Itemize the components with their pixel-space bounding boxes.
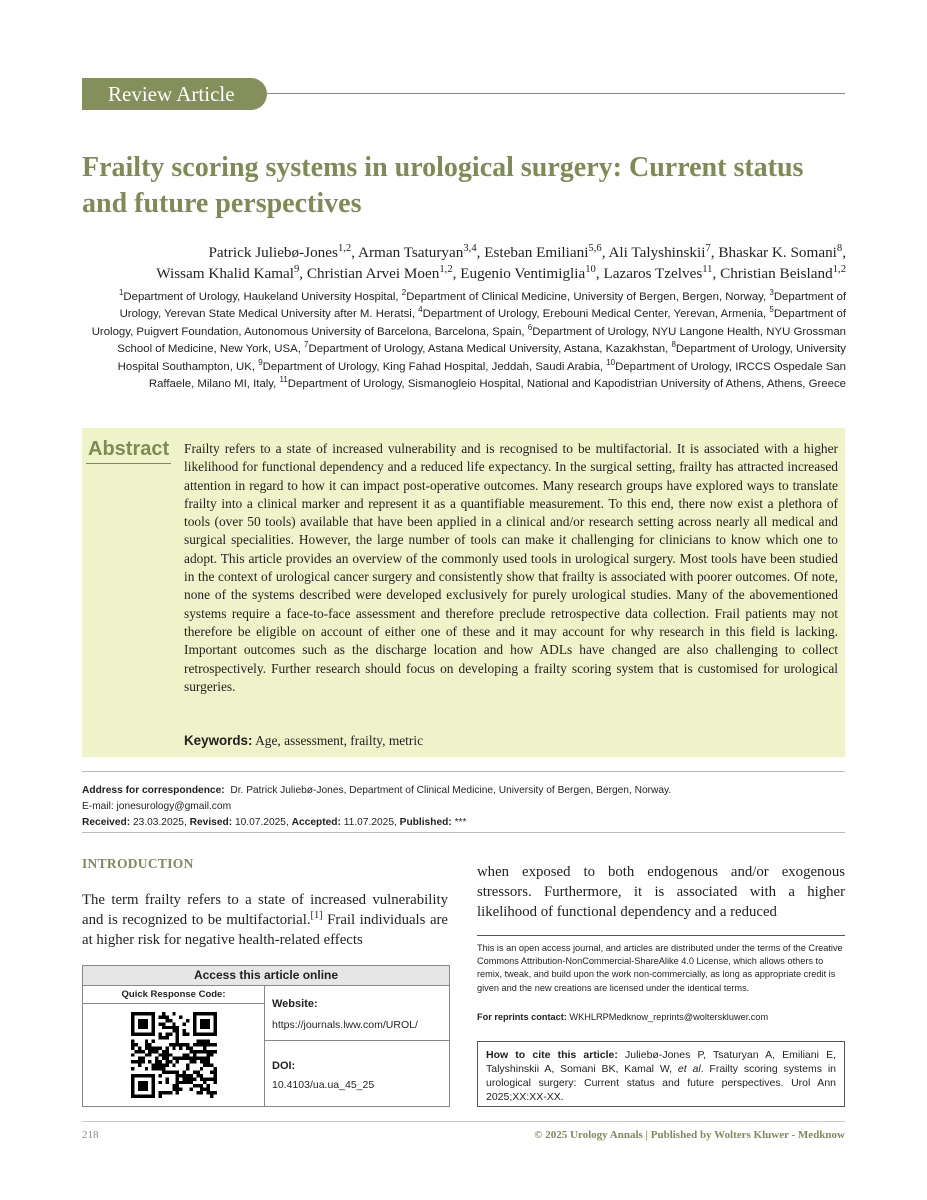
author-name: Eugenio Ventimiglia (460, 265, 586, 282)
author-affiliation-ref: 11 (702, 263, 713, 275)
author-affiliation-ref: 1,2 (439, 263, 453, 275)
divider (265, 1040, 449, 1041)
access-header: Access this article online (83, 966, 449, 986)
affiliation-number: 6 (527, 323, 533, 333)
author-affiliation-ref: 10 (585, 263, 596, 275)
affiliation-text: Department of Urology, Erebouni Medical Center, Yerevan, Armenia, (422, 308, 770, 321)
revised-label: Revised: (189, 817, 233, 828)
section-heading: INTRODUCTION (82, 856, 194, 871)
author-name: Bhaskar K. Somani (718, 244, 837, 261)
correspondence-block (82, 783, 845, 831)
published-label: Published: (399, 817, 452, 828)
affiliation-text: Department of Urology, Yerevan State Medical University after M. Heratsi, (119, 291, 846, 321)
author-affiliation-ref: 1,2 (337, 242, 352, 254)
affiliation-text: Department of Clinical Medicine, University of Bergen, Bergen, Norway, (406, 291, 770, 303)
article-title: Frailty scoring systems in urological surgery: Current status and future perspectives (82, 152, 804, 219)
reprints-line (477, 1012, 845, 1022)
correspondence-text: Dr. Patrick Juliebø-Jones, Department of Clinical Medicine, University of Bergen, Bergen, Norway. (230, 785, 672, 796)
affiliation-number: 11 (279, 375, 288, 385)
author-name: Arman Tsaturyan (357, 244, 464, 261)
footer-rule (82, 1121, 845, 1122)
website-label: Website: (272, 998, 318, 1010)
affiliation-text: Department of Urology, Puigvert Foundation, Autonomous University of Barcelona, Barcelona, Spain, (91, 308, 846, 338)
citation-box (477, 1041, 845, 1107)
author-affiliation-ref: 5,6 (588, 242, 602, 254)
author-affiliation-ref: 7 (705, 242, 711, 254)
reprints-label: For reprints contact: (477, 1012, 567, 1022)
author-affiliation-ref: 9 (293, 263, 300, 275)
divider (82, 771, 845, 772)
citation-ref[interactable]: [1] (310, 910, 323, 922)
affiliation-number: 9 (258, 357, 263, 367)
author-name: Esteban Emiliani (484, 244, 589, 261)
footer-publisher: © 2025 Urology Annals | Published by Wolters Kluwer - Medknow (534, 1129, 845, 1141)
affiliation-list (82, 289, 846, 393)
dates-line: Received: 23.03.2025, Revised: 10.07.2025, Accepted: 11.07.2025, Published: *** (82, 817, 467, 828)
affiliation-number: 1 (118, 288, 124, 298)
affiliation-number: 3 (769, 288, 774, 298)
author-name: Christian Arvei Moen (306, 265, 440, 282)
author-list: Patrick Juliebø-Jones$^{1,2}$, Arman Tsaturyan$^{3,4}$, Esteban Emiliani$^{5,6}$, Ali Talyshinskii$^7$, Bhaskar K. Somani$^8$, Wissam Khalid Kamal$^9$, Christian Arvei Moen$^{1,2}$, Eugenio Ventimiglia$^{10}$, Lazaros Tzelves$^{11}$, Christian Beisland$^{1,2}$ (156, 242, 846, 282)
affiliation-number: 2 (401, 288, 407, 298)
author-affiliation-ref: 1,2 (832, 263, 846, 275)
affiliation-text: Department of Urology, Sismanogleio Hospital, National and Kapodistrian University of Athens, Athens, Greece (287, 378, 846, 391)
keywords-value: Age, assessment, frailty, metric (255, 733, 424, 748)
affiliation-text: Department of Urology, Astana Medical University, Astana, Kazakhstan, (308, 343, 672, 356)
intro-text: The term frailty refers to a state of increased vulnerability and is recognized to be multifactorial. (82, 892, 448, 928)
affiliation-text: Department of Urology, IRCCS Ospedale San Raffaele, Milano MI, Italy, (148, 360, 846, 391)
cite-et-al: et al (677, 1063, 701, 1075)
intro-text: Frail individuals are at higher risk for negative health-related effects (82, 912, 449, 948)
accepted-label: Accepted: (291, 817, 341, 828)
accepted-date: 11.07.2025 (343, 817, 394, 828)
author-name: Ali Talyshinskii (608, 244, 706, 261)
divider (264, 985, 265, 1106)
affiliation-text: Department of Urology, Haukeland University Hospital, (123, 291, 402, 303)
revised-date: 10.07.2025 (234, 817, 286, 828)
abstract-heading: Abstract (86, 438, 171, 464)
correspondence-label: Address for correspondence: (82, 785, 225, 796)
keywords-line (184, 733, 838, 749)
affiliation-text: Department of Urology, NYU Langone Health, NYU Grossman School of Medicine, New York, USA, (117, 325, 846, 356)
author-affiliation-ref: 3,4 (463, 242, 477, 254)
header-rule (267, 93, 845, 94)
email-line[interactable]: E-mail: jonesurology@gmail.com (82, 801, 232, 812)
received-label: Received: (82, 817, 131, 828)
author-name: Wissam Khalid Kamal (156, 265, 294, 282)
published-date: *** (454, 817, 467, 828)
affiliation-text: Department of Urology, University Hospital Southampton, UK, (117, 343, 846, 373)
cite-label: How to cite this article: (486, 1049, 618, 1061)
author-name: Lazaros Tzelves (603, 265, 703, 282)
doi-label: DOI: (272, 1060, 296, 1072)
cite-text: . Frailty scoring systems in urological surgery: Current status and future perspectives. Urol Ann 2025;XX:XX-XX. (486, 1063, 836, 1103)
author-name: Christian Beisland (720, 265, 833, 282)
qr-code-icon[interactable] (131, 1012, 217, 1098)
reprints-email[interactable]: WKHLRPMedknow_reprints@wolterskluwer.com (569, 1012, 769, 1022)
doi-value[interactable]: 10.4103/ua.ua_45_25 (272, 1079, 375, 1091)
divider (477, 935, 845, 936)
cite-text: Juliebø-Jones P, Tsaturyan A, Emiliani E, Talyshinskii A, Somani BK, Kamal W, (486, 1049, 836, 1075)
intro-paragraph-1 (82, 890, 448, 950)
page-number: 218 (82, 1129, 99, 1141)
received-date: 23.03.2025 (132, 817, 184, 828)
intro-paragraph-2: when exposed to both endogenous and/or exogenous stressors. Furthermore, it is associated with a higher likelihood of functional dependency and a reduced (477, 864, 845, 920)
article-type-banner: Review Article (82, 78, 267, 110)
affiliation-number: 10 (606, 357, 616, 367)
license-text: This is an open access journal, and articles are distributed under the terms of the Creative Commons Attribution-NonCommercial-ShareAlike 4.0 License, which allows others to remix, tweak, and build upon the work non-commercially, as long as appropriate credit is given and the new creations are licensed under the identical terms. (477, 943, 843, 993)
qr-label: Quick Response Code: (83, 986, 264, 1004)
affiliation-number: 7 (304, 340, 309, 350)
abstract-text: Frailty refers to a state of increased vulnerability and is recognised to be multifactorial. It is associated with a higher likelihood for functional dependency and a reduced life expectancy. In the surgical setting, frailty has attracted increased attention in regard to how it can impact post-operative outcomes. Many research groups have explored ways to translate frailty into a clinical marker and represent it as a quantifiable measurement. To this end, there now exist a plethora of tools (over 50 tools) available that have been applied in a clinical and/or research setting across nearly all medical and surgical specialities. However, the large number of tools can make it challenging for clinicians to know which one to adopt. This article provides an overview of the commonly used tools in urological surgery. Most tools have been studied in the context of urological cancer surgery and consistently show that frailty is associated with poorer outcomes. Of note, none of the systems described were developed exclusively for purely urological studies. Many of the abovementioned systems require a face-to-face assessment and therefore preclude retrospective data collection. Frail patients may not therefore be eligible on account of either one of these and it may account for why research in this field is lacking. Important outcomes such as the discharge location and how ADLs have changed are also challenging to collect retrospectively. Further research should focus on developing a frailty scoring system that is customised for urological surgeries. (184, 441, 838, 694)
website-link[interactable]: https://journals.lww.com/UROL/ (272, 1019, 418, 1031)
affiliation-number: 4 (418, 305, 423, 315)
author-affiliation-ref: 8 (836, 242, 843, 254)
divider (82, 832, 845, 833)
affiliation-text: Department of Urology, King Fahad Hospital, Jeddah, Saudi Arabia, (262, 360, 607, 373)
affiliation-number: 5 (769, 305, 774, 315)
affiliation-number: 8 (671, 340, 676, 350)
author-name: Patrick Juliebø-Jones (208, 244, 338, 261)
keywords-label: Keywords: (184, 733, 253, 748)
